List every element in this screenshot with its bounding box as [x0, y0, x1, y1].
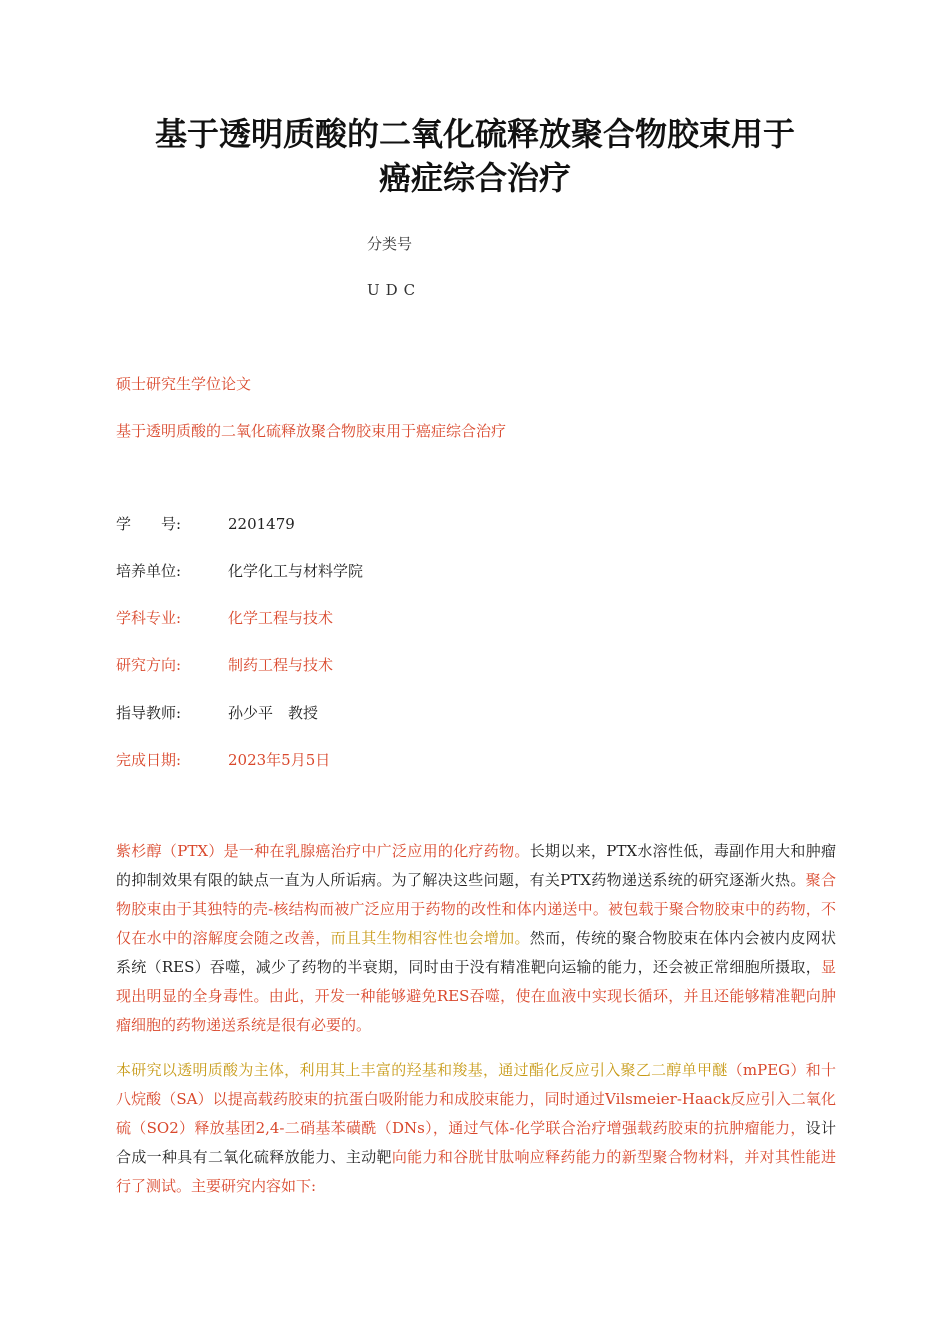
advisor-value: 孙少平 教授 [228, 704, 319, 722]
unit-label: 培养单位: [116, 562, 182, 580]
p2-sentence-4: 向能力和谷胱甘肽响应释药能力的新型聚合物材料，并对其性能进行了测试。主要研究内容如下: [116, 1148, 836, 1195]
direction-label: 研究方向: [116, 656, 182, 674]
p1-sentence-5: 然而，传统的聚合物胶束在体内会被内皮网状系统（RES）吞噬，减少了药物的半衰期，同时由于没有精准靶向运输的能力，还会被正常细胞所摄取， [116, 929, 836, 976]
student-id-label: 学 号: [116, 515, 182, 533]
udc-label: UDC [367, 281, 422, 299]
unit-value: 化学化工与材料学院 [228, 562, 364, 580]
date-value: 2023年5月5日 [228, 751, 331, 769]
document-title [100, 112, 850, 200]
date-label: 完成日期: [116, 751, 182, 769]
info-row-major [116, 608, 333, 628]
major-value: 化学工程与技术 [228, 609, 334, 627]
info-row-date [116, 750, 330, 770]
thesis-subtitle: 基于透明质酸的二氧化硫释放聚合物胶束用于癌症综合治疗 [116, 422, 507, 440]
info-row-student-id [116, 514, 295, 534]
direction-value: 制药工程与技术 [228, 656, 334, 674]
p1-sentence-3: 聚合物胶束由于其独特的壳-核结构而被广泛应用于药物的改性和体内递送中。被包载于聚合物胶束中的药物，不仅在水中的溶解度会随之改善， [116, 871, 836, 947]
abstract-paragraph-1 [116, 837, 836, 1040]
p1-sentence-6: 显现出明显的全身毒性。由此，开发一种能够避免RES吞噬，使在血液中实现长循环，并且还能够精准靶向肿瘤细胞的药物递送系统是很有必要的。 [116, 958, 836, 1034]
advisor-label: 指导教师: [116, 704, 182, 722]
degree-type: 硕士研究生学位论文 [116, 375, 252, 393]
p1-sentence-4: 而且其生物相容性也会增加。 [330, 929, 530, 947]
p2-sentence-3: 设计合成一种具有二氧化硫释放能力、主动靶 [116, 1119, 836, 1166]
info-row-advisor [116, 703, 318, 723]
p1-sentence-1: 紫杉醇（PTX）是一种在乳腺癌治疗中广泛应用的化疗药物。 [116, 842, 530, 860]
major-label: 学科专业: [116, 609, 182, 627]
abstract-paragraph-2 [116, 1056, 836, 1201]
p2-sentence-2: （mPEG）和十八烷酸（SA）以提高载药胶束的抗蛋白吸附能力和成胶束能力，同时通过Vilsmeier-Haack反应引入二氧化硫（SO2）释放基团2,4-二硝基苯磺酰（DNs），通过气体-化学联合治疗增强载药胶束的抗肿瘤能力， [116, 1061, 837, 1137]
info-row-unit [116, 561, 363, 581]
p1-sentence-2: 长期以来，PTX水溶性低，毒副作用大和肿瘤的抑制效果有限的缺点一直为人所诟病。为了解决这些问题，有关PTX药物递送系统的研究逐渐火热。 [116, 842, 837, 889]
p2-sentence-1: 本研究以透明质酸为主体，利用其上丰富的羟基和羧基，通过酯化反应引入聚乙二醇单甲醚 [116, 1061, 728, 1079]
student-id-value: 2201479 [228, 515, 295, 533]
title-line-1: 基于透明质酸的二氧化硫释放聚合物胶束用于 [154, 115, 795, 153]
title-line-2: 癌症综合治疗 [378, 159, 571, 197]
classification-label: 分类号 [367, 235, 413, 253]
info-row-direction [116, 655, 333, 675]
